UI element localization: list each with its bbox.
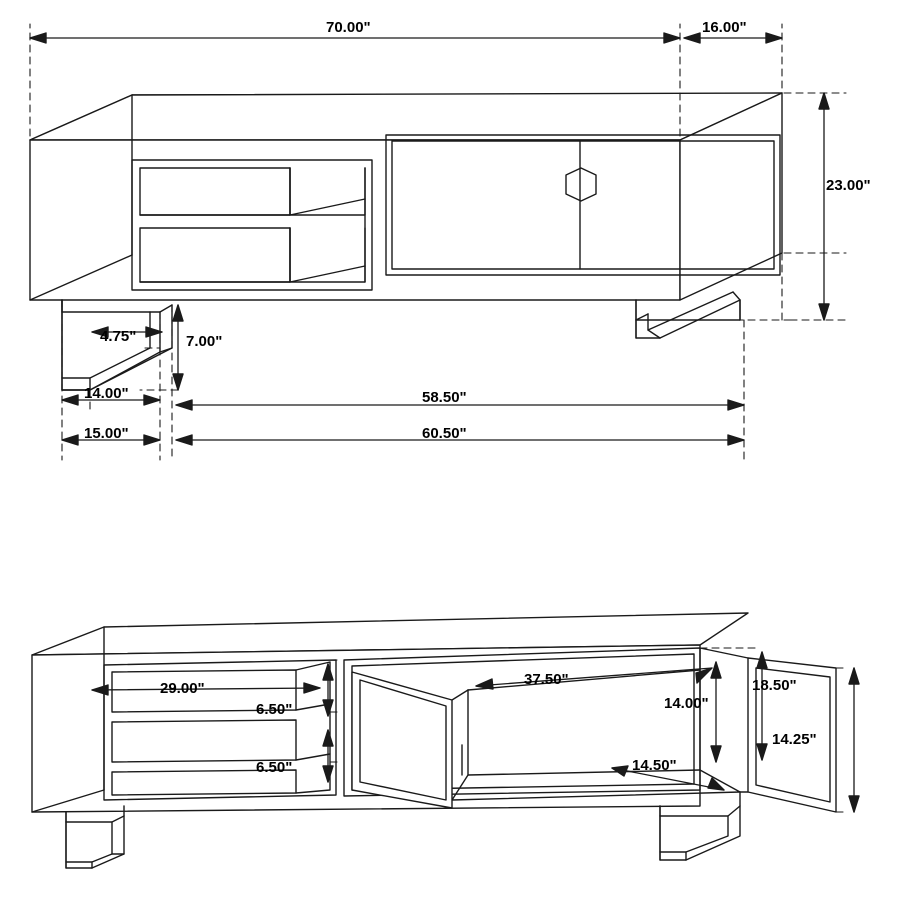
dim-overall-depth: 16.00" [702,19,747,36]
dim-cabinet-base-depth: 14.50" [632,757,677,774]
dim-leg-height: 7.00" [186,333,223,350]
dim-cabinet-interior-height: 14.00" [664,695,709,712]
dim-leg-to-leg-inner: 58.50" [422,389,467,406]
dim-lower-shelf-height: 6.50" [256,759,293,776]
dim-overall-height: 23.00" [826,177,871,194]
dim-upper-shelf-height: 6.50" [256,701,293,718]
dim-left-leg-span: 14.00" [84,385,129,402]
dim-door-panel-height: 14.25" [772,731,817,748]
dim-overall-width: 70.00" [326,19,371,36]
dim-cabinet-interior-width: 37.50" [524,671,569,688]
dim-shelf-width: 29.00" [160,680,205,697]
dim-left-section-width: 15.00" [84,425,129,442]
dim-leg-to-leg-outer: 60.50" [422,425,467,442]
dim-door-height: 18.50" [752,677,797,694]
dim-leg-depth: 4.75" [100,328,137,345]
